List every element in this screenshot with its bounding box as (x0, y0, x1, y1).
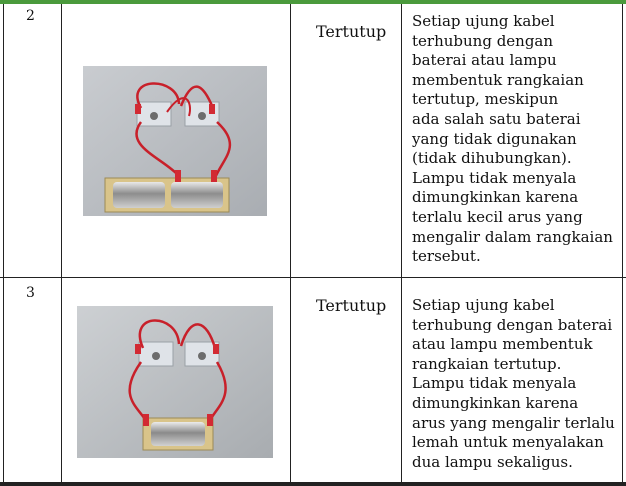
row-number: 3 (26, 285, 35, 301)
circuit-photo-two-lamps-one-battery (77, 306, 273, 458)
table-row-divider (0, 277, 626, 278)
status-label: Tertutup (316, 22, 387, 41)
description-line: atau lampu membentuk (412, 335, 593, 354)
status-label: Tertutup (316, 296, 387, 315)
description-line: terlalu kecil arus yang (412, 207, 583, 226)
description-line: dua lampu sekaligus. (412, 452, 573, 471)
experiment-table (0, 4, 626, 486)
table-border-left (3, 4, 4, 482)
description-line: dimungkinkan karena (412, 393, 579, 412)
circuit-photo-two-lamps-two-batteries (83, 66, 267, 216)
description-line: tersebut. (412, 247, 481, 266)
description-line: yang tidak digunakan (412, 129, 577, 148)
row-description (412, 12, 617, 267)
table-border-bottom (0, 482, 626, 486)
description-line: membentuk rangkaian (412, 70, 584, 89)
description-line: mengalir dalam rangkaian (412, 227, 613, 246)
table-border-right (622, 4, 623, 482)
description-line: Lampu tidak menyala (412, 168, 577, 187)
description-line: rangkaian tertutup. (412, 354, 562, 373)
description-line: terhubung dengan (412, 31, 554, 50)
description-line: tertutup, meskipun (412, 90, 559, 109)
description-line: Lampu tidak menyala (412, 374, 577, 393)
description-line: ada salah satu baterai (412, 109, 581, 128)
description-line: terhubung dengan baterai (412, 315, 613, 334)
description-line: arus yang mengalir terlalu (412, 413, 615, 432)
table-column-divider (61, 4, 62, 482)
description-line: Setiap ujung kabel (412, 12, 555, 30)
row-number: 2 (26, 8, 35, 24)
description-line: (tidak dihubungkan). (412, 149, 572, 168)
description-line: lemah untuk menyalakan (412, 433, 604, 452)
description-line: Setiap ujung kabel (412, 296, 555, 314)
description-line: dimungkinkan karena (412, 188, 579, 207)
table-column-divider (290, 4, 291, 482)
row-description (412, 296, 617, 472)
description-line: baterai atau lampu (412, 51, 557, 70)
table-column-divider (401, 4, 402, 482)
